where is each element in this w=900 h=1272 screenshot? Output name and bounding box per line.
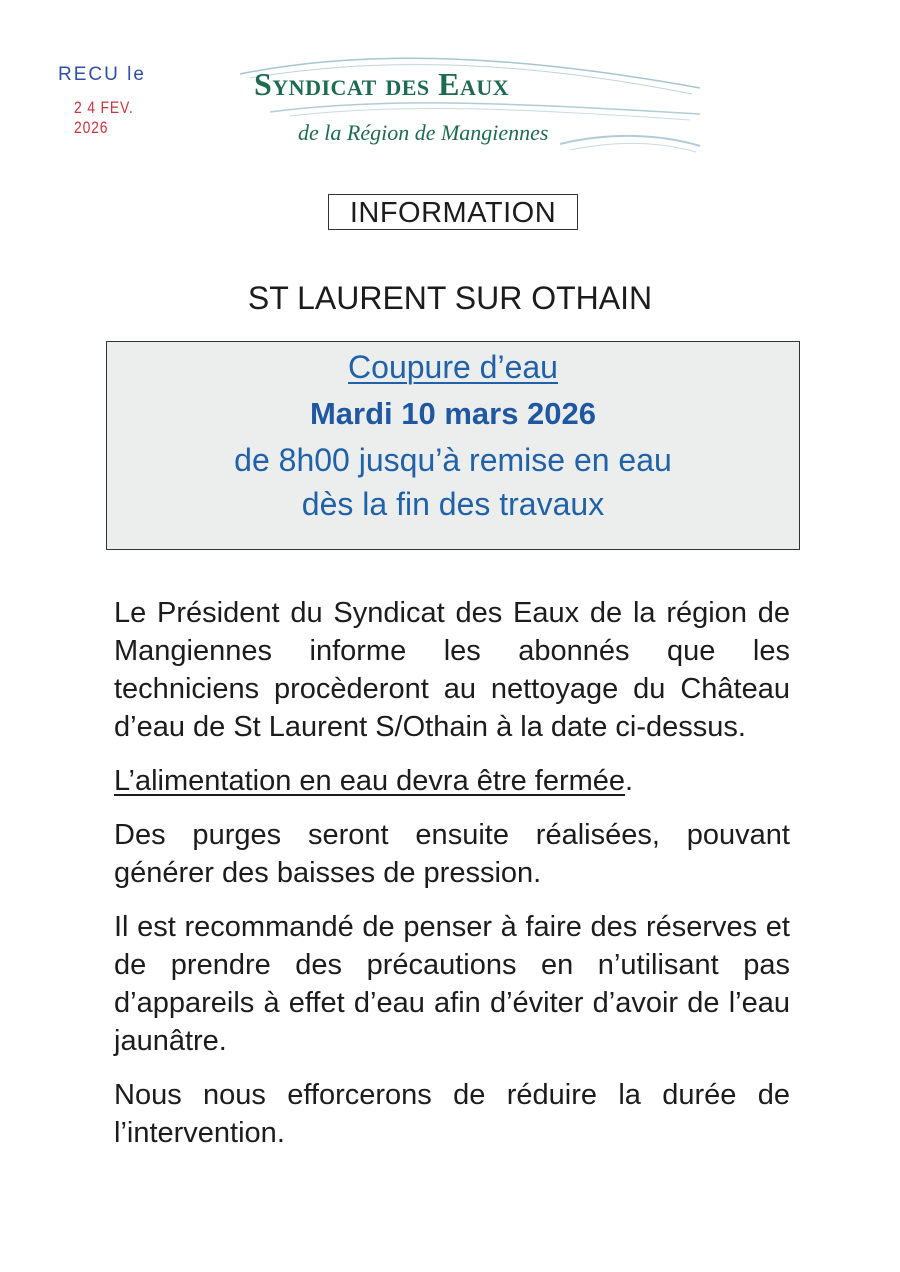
notice-body: [114, 594, 790, 1168]
notice-date: Mardi 10 mars 2026: [309, 396, 597, 431]
syndicat-logo: [230, 48, 710, 160]
paragraph-supply-closed: [114, 762, 790, 800]
water-cut-notice-box: [106, 341, 800, 550]
town-name: ST LAURENT SUR OTHAIN: [247, 280, 653, 316]
received-stamp: [58, 64, 188, 138]
paragraph-duration: Nous nous efforcerons de réduire la durée de l’intervention.: [114, 1079, 790, 1149]
supply-closed-text: L’alimentation en eau devra être fermée: [114, 765, 626, 797]
notice-title: Coupure d’eau: [348, 349, 558, 385]
paragraph-president: Le Président du Syndicat des Eaux de la région de Mangiennes informe les abonnés que les techniciens procèderont au nettoyage du Château d’eau de St Laurent S/Othain à la date ci-dessus.: [114, 597, 790, 743]
notice-end: dès la fin des travaux: [301, 486, 605, 522]
information-heading: INFORMATION: [328, 194, 578, 230]
paragraph-recommendation: Il est recommandé de penser à faire des réserves et de prendre des précautions en n’utilisant pas d’appareils à effet d’eau afin d’éviter d’avoir de l’eau jaunâtre.: [114, 911, 790, 1057]
logo-subtitle: de la Région de Mangiennes: [298, 120, 549, 145]
logo-title: Syndicat des Eaux: [254, 66, 510, 102]
notice-time: de 8h00 jusqu’à remise en eau: [234, 442, 672, 478]
stamp-label: RECU le: [58, 64, 146, 85]
stamp-date: 2 4 FEV. 2026: [74, 98, 134, 137]
paragraph-purges: Des purges seront ensuite réalisées, pouvant générer des baisses de pression.: [114, 819, 790, 889]
supply-closed-period: .: [625, 765, 634, 797]
